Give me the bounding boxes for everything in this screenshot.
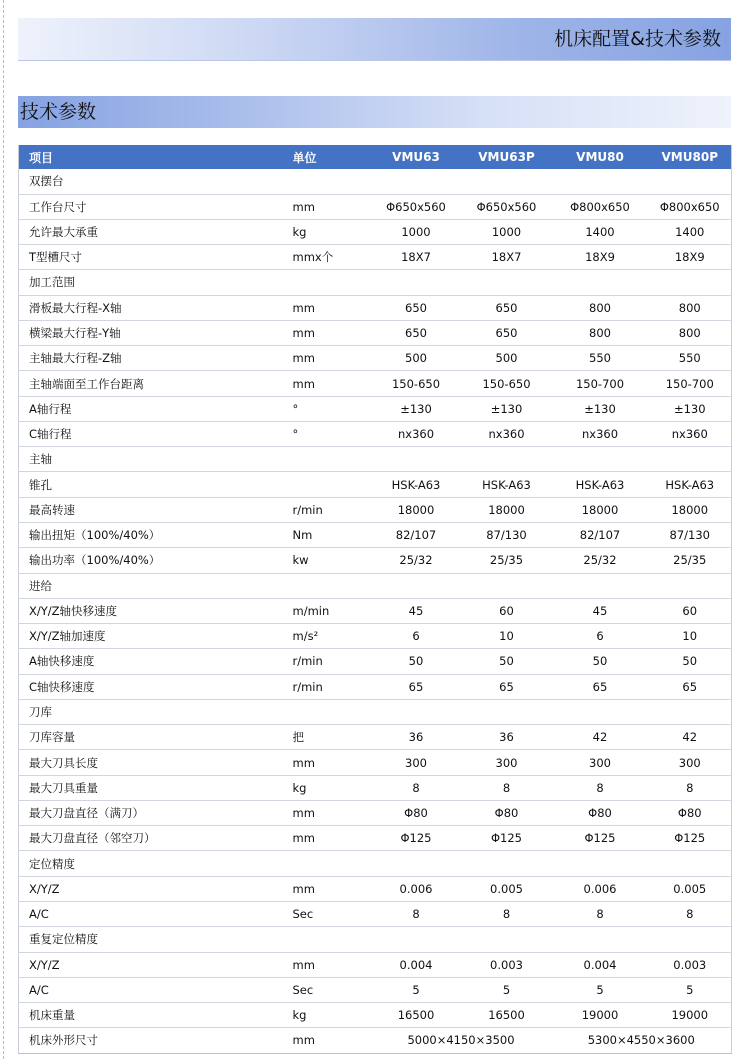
unit-cell: mm bbox=[293, 952, 371, 977]
value-cell: 550 bbox=[649, 346, 732, 371]
item-cell: 最大刀盘直径（邻空刀） bbox=[19, 826, 293, 851]
header-item: 项目 bbox=[19, 145, 293, 169]
value-cell: 650 bbox=[462, 320, 552, 345]
value-cell: 60 bbox=[462, 598, 552, 623]
table-row bbox=[19, 1028, 732, 1053]
value-cell: 82/107 bbox=[552, 522, 649, 547]
unit-cell: m/s² bbox=[293, 624, 371, 649]
value-cell: HSK-A63 bbox=[462, 472, 552, 497]
unit-cell: r/min bbox=[293, 497, 371, 522]
value-cell: Φ650x560 bbox=[462, 194, 552, 219]
item-cell: 允许最大承重 bbox=[19, 219, 293, 244]
item-cell: 输出扭矩（100%/40%） bbox=[19, 522, 293, 547]
value-cell: 800 bbox=[552, 295, 649, 320]
value-cell: Φ125 bbox=[371, 826, 462, 851]
table-row bbox=[19, 548, 732, 573]
value-cell-merged: 5000×4150×3500 bbox=[371, 1028, 552, 1053]
value-cell: 6 bbox=[371, 624, 462, 649]
unit-cell: kg bbox=[293, 775, 371, 800]
group-row bbox=[19, 699, 732, 724]
value-cell: 0.006 bbox=[552, 876, 649, 901]
value-cell: nx360 bbox=[371, 421, 462, 446]
item-cell: 机床外形尺寸 bbox=[19, 1028, 293, 1053]
value-cell: 42 bbox=[649, 725, 732, 750]
unit-cell: mm bbox=[293, 1028, 371, 1053]
value-cell: 8 bbox=[371, 901, 462, 926]
value-cell: Φ125 bbox=[462, 826, 552, 851]
unit-cell: Sec bbox=[293, 977, 371, 1002]
group-row bbox=[19, 169, 732, 194]
value-cell: HSK-A63 bbox=[552, 472, 649, 497]
header-title: 机床配置&技术参数 bbox=[554, 28, 721, 50]
group-row bbox=[19, 851, 732, 876]
item-cell: 刀库容量 bbox=[19, 725, 293, 750]
value-cell: 65 bbox=[552, 674, 649, 699]
table-row bbox=[19, 219, 732, 244]
group-label: 进给 bbox=[19, 573, 732, 598]
table-row bbox=[19, 245, 732, 270]
value-cell: 8 bbox=[371, 775, 462, 800]
value-cell: 87/130 bbox=[649, 522, 732, 547]
value-cell: 650 bbox=[371, 295, 462, 320]
value-cell: nx360 bbox=[462, 421, 552, 446]
value-cell: 16500 bbox=[371, 1003, 462, 1028]
value-cell: 18000 bbox=[552, 497, 649, 522]
unit-cell: mm bbox=[293, 800, 371, 825]
header-underline bbox=[18, 60, 731, 61]
unit-cell: mm bbox=[293, 371, 371, 396]
header-vmu63: VMU63 bbox=[371, 145, 462, 169]
value-cell: 1000 bbox=[371, 219, 462, 244]
value-cell: 0.005 bbox=[649, 876, 732, 901]
value-cell: Φ80 bbox=[462, 800, 552, 825]
value-cell: 50 bbox=[649, 649, 732, 674]
value-cell: 0.004 bbox=[552, 952, 649, 977]
value-cell: Φ800x650 bbox=[649, 194, 732, 219]
value-cell: 150-650 bbox=[371, 371, 462, 396]
value-cell: 87/130 bbox=[462, 522, 552, 547]
table-row bbox=[19, 346, 732, 371]
unit-cell: m/min bbox=[293, 598, 371, 623]
table-row bbox=[19, 371, 732, 396]
table-row bbox=[19, 649, 732, 674]
value-cell: 36 bbox=[462, 725, 552, 750]
value-cell: ±130 bbox=[649, 396, 732, 421]
value-cell: ±130 bbox=[462, 396, 552, 421]
value-cell: 18X9 bbox=[552, 245, 649, 270]
table-body bbox=[19, 169, 732, 1053]
value-cell: HSK-A63 bbox=[649, 472, 732, 497]
value-cell: 5 bbox=[371, 977, 462, 1002]
item-cell: 主轴最大行程-Z轴 bbox=[19, 346, 293, 371]
unit-cell: kg bbox=[293, 1003, 371, 1028]
value-cell: 45 bbox=[552, 598, 649, 623]
table-row bbox=[19, 598, 732, 623]
value-cell: 500 bbox=[371, 346, 462, 371]
item-cell: T型槽尺寸 bbox=[19, 245, 293, 270]
value-cell: HSK-A63 bbox=[371, 472, 462, 497]
unit-cell: kg bbox=[293, 219, 371, 244]
table-row bbox=[19, 396, 732, 421]
item-cell: 工作台尺寸 bbox=[19, 194, 293, 219]
header-banner bbox=[18, 18, 731, 60]
spec-table bbox=[18, 145, 732, 1054]
value-cell: 19000 bbox=[649, 1003, 732, 1028]
value-cell: 50 bbox=[371, 649, 462, 674]
unit-cell: mm bbox=[293, 194, 371, 219]
table-row bbox=[19, 952, 732, 977]
value-cell: 5 bbox=[462, 977, 552, 1002]
unit-cell: mm bbox=[293, 295, 371, 320]
unit-cell: 把 bbox=[293, 725, 371, 750]
unit-cell: mm bbox=[293, 750, 371, 775]
value-cell: Φ125 bbox=[552, 826, 649, 851]
unit-cell: kw bbox=[293, 548, 371, 573]
table-row bbox=[19, 977, 732, 1002]
item-cell: 横梁最大行程-Y轴 bbox=[19, 320, 293, 345]
page-margin-rule bbox=[3, 0, 4, 1059]
unit-cell: mm bbox=[293, 876, 371, 901]
group-label: 主轴 bbox=[19, 447, 732, 472]
value-cell: 25/35 bbox=[649, 548, 732, 573]
value-cell: 25/35 bbox=[462, 548, 552, 573]
item-cell: 最高转速 bbox=[19, 497, 293, 522]
table-row bbox=[19, 295, 732, 320]
group-row bbox=[19, 270, 732, 295]
item-cell: 输出功率（100%/40%） bbox=[19, 548, 293, 573]
item-cell: C轴快移速度 bbox=[19, 674, 293, 699]
value-cell: 65 bbox=[371, 674, 462, 699]
item-cell: A/C bbox=[19, 977, 293, 1002]
value-cell: 650 bbox=[371, 320, 462, 345]
value-cell: 8 bbox=[649, 775, 732, 800]
table-row bbox=[19, 624, 732, 649]
unit-cell: ° bbox=[293, 396, 371, 421]
unit-cell bbox=[293, 472, 371, 497]
item-cell: A轴行程 bbox=[19, 396, 293, 421]
group-label: 双摆台 bbox=[19, 169, 732, 194]
value-cell: Φ80 bbox=[649, 800, 732, 825]
table-row bbox=[19, 876, 732, 901]
table-row bbox=[19, 1003, 732, 1028]
table-row bbox=[19, 472, 732, 497]
group-label: 重复定位精度 bbox=[19, 927, 732, 952]
value-cell: 0.003 bbox=[649, 952, 732, 977]
value-cell: 18X7 bbox=[462, 245, 552, 270]
item-cell: 最大刀具重量 bbox=[19, 775, 293, 800]
value-cell: 8 bbox=[462, 901, 552, 926]
unit-cell: r/min bbox=[293, 649, 371, 674]
value-cell: 300 bbox=[552, 750, 649, 775]
item-cell: 锥孔 bbox=[19, 472, 293, 497]
group-label: 加工范围 bbox=[19, 270, 732, 295]
value-cell: 8 bbox=[552, 901, 649, 926]
value-cell: 150-650 bbox=[462, 371, 552, 396]
value-cell: Φ800x650 bbox=[552, 194, 649, 219]
value-cell: 500 bbox=[462, 346, 552, 371]
group-row bbox=[19, 927, 732, 952]
value-cell: 0.006 bbox=[371, 876, 462, 901]
unit-cell: r/min bbox=[293, 674, 371, 699]
section-banner bbox=[18, 96, 731, 128]
value-cell: Φ650x560 bbox=[371, 194, 462, 219]
value-cell: Φ125 bbox=[649, 826, 732, 851]
header-unit: 单位 bbox=[293, 145, 371, 169]
group-row bbox=[19, 447, 732, 472]
value-cell: 10 bbox=[462, 624, 552, 649]
table-row bbox=[19, 800, 732, 825]
item-cell: X/Y/Z bbox=[19, 876, 293, 901]
value-cell: ±130 bbox=[552, 396, 649, 421]
unit-cell: mm bbox=[293, 346, 371, 371]
value-cell: 42 bbox=[552, 725, 649, 750]
value-cell: Φ80 bbox=[371, 800, 462, 825]
value-cell: 18X9 bbox=[649, 245, 732, 270]
unit-cell: mm bbox=[293, 826, 371, 851]
value-cell: 300 bbox=[649, 750, 732, 775]
unit-cell: Sec bbox=[293, 901, 371, 926]
header-vmu80p: VMU80P bbox=[649, 145, 732, 169]
table-row bbox=[19, 674, 732, 699]
item-cell: 机床重量 bbox=[19, 1003, 293, 1028]
value-cell: 150-700 bbox=[552, 371, 649, 396]
value-cell: 18000 bbox=[371, 497, 462, 522]
item-cell: X/Y/Z bbox=[19, 952, 293, 977]
value-cell: 5 bbox=[552, 977, 649, 1002]
table-row bbox=[19, 320, 732, 345]
value-cell: 800 bbox=[649, 320, 732, 345]
item-cell: X/Y/Z轴快移速度 bbox=[19, 598, 293, 623]
item-cell: C轴行程 bbox=[19, 421, 293, 446]
value-cell: 8 bbox=[462, 775, 552, 800]
value-cell: 6 bbox=[552, 624, 649, 649]
table-row bbox=[19, 901, 732, 926]
value-cell: 50 bbox=[552, 649, 649, 674]
item-cell: A轴快移速度 bbox=[19, 649, 293, 674]
item-cell: 主轴端面至工作台距离 bbox=[19, 371, 293, 396]
value-cell: 800 bbox=[649, 295, 732, 320]
value-cell: 18000 bbox=[649, 497, 732, 522]
group-label: 定位精度 bbox=[19, 851, 732, 876]
unit-cell: mm bbox=[293, 320, 371, 345]
value-cell: 550 bbox=[552, 346, 649, 371]
value-cell: 650 bbox=[462, 295, 552, 320]
header-vmu63p: VMU63P bbox=[462, 145, 552, 169]
group-label: 刀库 bbox=[19, 699, 732, 724]
value-cell: 65 bbox=[649, 674, 732, 699]
value-cell-merged: 5300×4550×3600 bbox=[552, 1028, 732, 1053]
value-cell: 300 bbox=[371, 750, 462, 775]
unit-cell: Nm bbox=[293, 522, 371, 547]
value-cell: 1400 bbox=[552, 219, 649, 244]
item-cell: A/C bbox=[19, 901, 293, 926]
value-cell: 150-700 bbox=[649, 371, 732, 396]
value-cell: 82/107 bbox=[371, 522, 462, 547]
table-row bbox=[19, 522, 732, 547]
group-row bbox=[19, 573, 732, 598]
unit-cell: mmx个 bbox=[293, 245, 371, 270]
table-row bbox=[19, 826, 732, 851]
table-row bbox=[19, 497, 732, 522]
value-cell: 16500 bbox=[462, 1003, 552, 1028]
table-row bbox=[19, 725, 732, 750]
value-cell: 25/32 bbox=[552, 548, 649, 573]
value-cell: 8 bbox=[649, 901, 732, 926]
value-cell: 45 bbox=[371, 598, 462, 623]
item-cell: X/Y/Z轴加速度 bbox=[19, 624, 293, 649]
value-cell: 1400 bbox=[649, 219, 732, 244]
value-cell: 50 bbox=[462, 649, 552, 674]
value-cell: Φ80 bbox=[552, 800, 649, 825]
value-cell: 0.005 bbox=[462, 876, 552, 901]
header-vmu80: VMU80 bbox=[552, 145, 649, 169]
value-cell: ±130 bbox=[371, 396, 462, 421]
section-title: 技术参数 bbox=[20, 101, 97, 123]
value-cell: 0.003 bbox=[462, 952, 552, 977]
value-cell: 65 bbox=[462, 674, 552, 699]
value-cell: 800 bbox=[552, 320, 649, 345]
value-cell: 36 bbox=[371, 725, 462, 750]
value-cell: nx360 bbox=[552, 421, 649, 446]
value-cell: 0.004 bbox=[371, 952, 462, 977]
table-row bbox=[19, 421, 732, 446]
item-cell: 最大刀盘直径（满刀） bbox=[19, 800, 293, 825]
table-header-row bbox=[19, 145, 732, 169]
value-cell: 10 bbox=[649, 624, 732, 649]
unit-cell: ° bbox=[293, 421, 371, 446]
value-cell: nx360 bbox=[649, 421, 732, 446]
value-cell: 8 bbox=[552, 775, 649, 800]
value-cell: 5 bbox=[649, 977, 732, 1002]
value-cell: 25/32 bbox=[371, 548, 462, 573]
table-row bbox=[19, 775, 732, 800]
value-cell: 18000 bbox=[462, 497, 552, 522]
value-cell: 1000 bbox=[462, 219, 552, 244]
table-row bbox=[19, 194, 732, 219]
table-row bbox=[19, 750, 732, 775]
item-cell: 最大刀具长度 bbox=[19, 750, 293, 775]
value-cell: 19000 bbox=[552, 1003, 649, 1028]
value-cell: 18X7 bbox=[371, 245, 462, 270]
value-cell: 300 bbox=[462, 750, 552, 775]
value-cell: 60 bbox=[649, 598, 732, 623]
item-cell: 滑板最大行程-X轴 bbox=[19, 295, 293, 320]
